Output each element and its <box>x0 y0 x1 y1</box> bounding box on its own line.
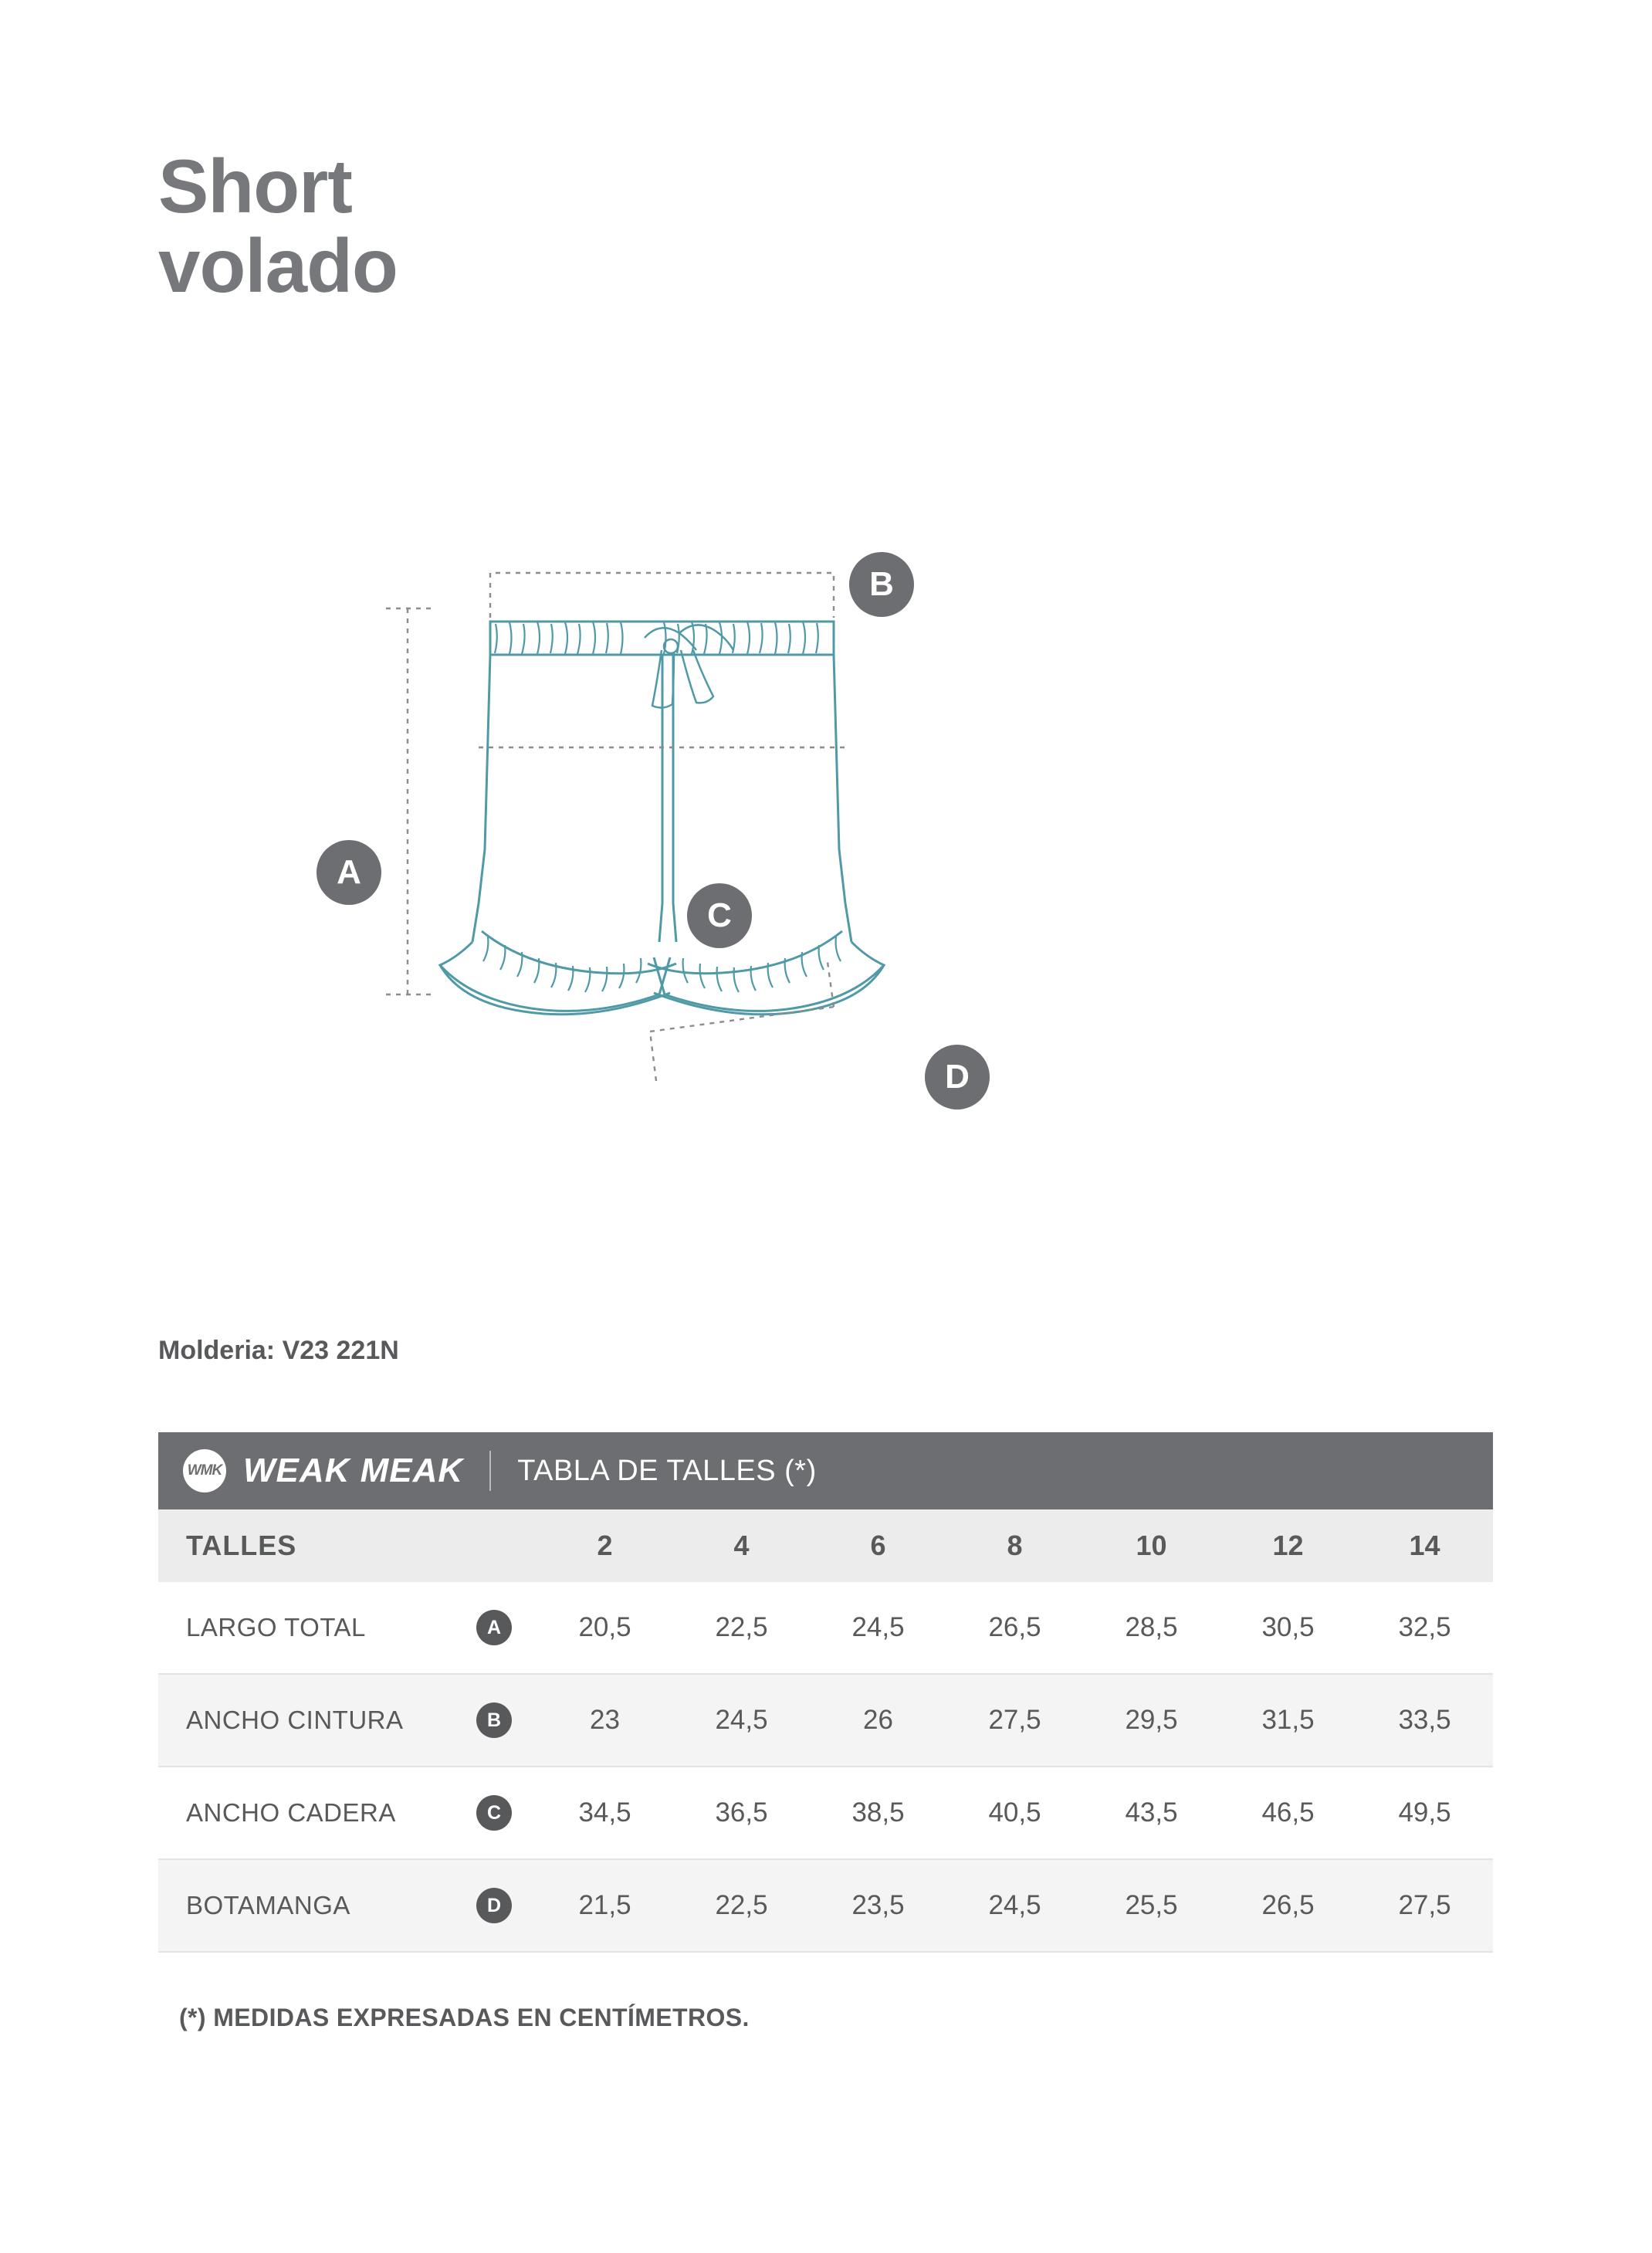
header-size-14: 14 <box>1356 1509 1493 1582</box>
cell-botamanga-2: 21,5 <box>537 1859 673 1952</box>
row-marker-b <box>452 1674 537 1767</box>
header-size-6: 6 <box>810 1509 946 1582</box>
page-title-line-1: Short <box>158 144 352 229</box>
cell-botamanga-4: 22,5 <box>673 1859 810 1952</box>
marker-badge-b: B <box>476 1702 512 1738</box>
marker-badge-a: A <box>476 1610 512 1645</box>
cell-cadera-4: 36,5 <box>673 1767 810 1859</box>
cell-largo-10: 28,5 <box>1083 1582 1220 1674</box>
cell-cintura-2: 23 <box>537 1674 673 1767</box>
cell-botamanga-12: 26,5 <box>1220 1859 1356 1952</box>
size-table <box>158 1432 1493 1953</box>
row-label-ancho-cintura: ANCHO CINTURA <box>158 1674 452 1767</box>
cell-cintura-8: 27,5 <box>946 1674 1083 1767</box>
header-size-8: 8 <box>946 1509 1083 1582</box>
cell-cintura-12: 31,5 <box>1220 1674 1356 1767</box>
cell-cadera-12: 46,5 <box>1220 1767 1356 1859</box>
header-size-10: 10 <box>1083 1509 1220 1582</box>
table-header-row <box>158 1509 1493 1582</box>
measure-badge-d: D <box>925 1045 990 1110</box>
header-talles: TALLES <box>158 1509 452 1582</box>
garment-illustration <box>293 540 1204 1235</box>
cell-cintura-4: 24,5 <box>673 1674 810 1767</box>
header-marker-spacer <box>452 1509 537 1582</box>
shorts-drawing <box>293 540 1204 1235</box>
cell-cintura-6: 26 <box>810 1674 946 1767</box>
cell-largo-2: 20,5 <box>537 1582 673 1674</box>
cell-largo-6: 24,5 <box>810 1582 946 1674</box>
cell-cintura-14: 33,5 <box>1356 1674 1493 1767</box>
measurement-footnote: (*) MEDIDAS EXPRESADAS EN CENTÍMETROS. <box>179 2004 750 2031</box>
row-label-botamanga: BOTAMANGA <box>158 1859 452 1952</box>
table-brand-header <box>158 1432 1493 1509</box>
cell-cadera-2: 34,5 <box>537 1767 673 1859</box>
header-size-4: 4 <box>673 1509 810 1582</box>
cell-cadera-14: 49,5 <box>1356 1767 1493 1859</box>
cell-largo-14: 32,5 <box>1356 1582 1493 1674</box>
cell-botamanga-8: 24,5 <box>946 1859 1083 1952</box>
table-row <box>158 1767 1493 1859</box>
row-marker-a <box>452 1582 537 1674</box>
row-marker-d <box>452 1859 537 1952</box>
table-subtitle: TABLA DE TALLES (*) <box>517 1454 817 1487</box>
cell-cadera-8: 40,5 <box>946 1767 1083 1859</box>
page-title <box>158 144 853 308</box>
header-size-2: 2 <box>537 1509 673 1582</box>
cell-botamanga-6: 23,5 <box>810 1859 946 1952</box>
cell-cintura-10: 29,5 <box>1083 1674 1220 1767</box>
cell-largo-12: 30,5 <box>1220 1582 1356 1674</box>
table-row <box>158 1582 1493 1674</box>
page-title-line-2: volado <box>158 222 398 308</box>
row-label-largo-total: LARGO TOTAL <box>158 1582 452 1674</box>
brand-name: WEAK MEAK <box>243 1452 464 1489</box>
cell-cadera-10: 43,5 <box>1083 1767 1220 1859</box>
marker-badge-d: D <box>476 1888 512 1923</box>
divider <box>489 1451 491 1491</box>
pattern-code: Molderia: V23 221N <box>158 1336 399 1365</box>
table-row <box>158 1859 1493 1952</box>
cell-botamanga-10: 25,5 <box>1083 1859 1220 1952</box>
brand-logo-icon: WMK <box>183 1449 226 1492</box>
size-table-wrapper <box>158 1432 1492 1953</box>
measure-badge-b: B <box>849 552 914 617</box>
cell-botamanga-14: 27,5 <box>1356 1859 1493 1952</box>
row-label-ancho-cadera: ANCHO CADERA <box>158 1767 452 1859</box>
header-size-12: 12 <box>1220 1509 1356 1582</box>
row-marker-c <box>452 1767 537 1859</box>
table-row <box>158 1674 1493 1767</box>
cell-cadera-6: 38,5 <box>810 1767 946 1859</box>
measure-badge-a: A <box>317 840 381 905</box>
cell-largo-8: 26,5 <box>946 1582 1083 1674</box>
marker-badge-c: C <box>476 1795 512 1831</box>
measure-badge-c: C <box>687 883 752 948</box>
cell-largo-4: 22,5 <box>673 1582 810 1674</box>
